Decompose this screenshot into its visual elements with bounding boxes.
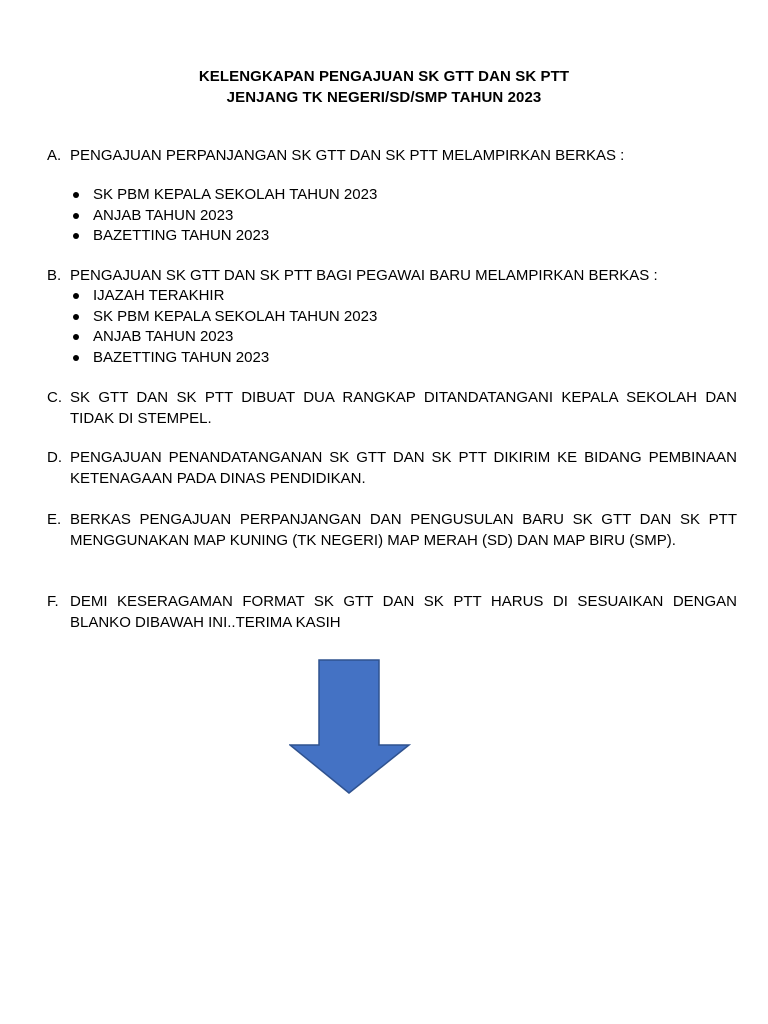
document-title (0, 66, 768, 108)
list-item (47, 307, 737, 328)
down-arrow-icon (289, 659, 411, 795)
arrow-shape (290, 660, 409, 793)
bullet-icon (73, 314, 79, 320)
section-f (47, 591, 737, 633)
list-item (47, 226, 737, 247)
list-item-text: SK PBM KEPALA SEKOLAH TAHUN 2023 (93, 307, 378, 325)
list-item-text: IJAZAH TERAKHIR (93, 287, 225, 304)
list-item-text: ANJAB TAHUN 2023 (93, 328, 234, 345)
bullet-icon (73, 334, 79, 340)
section-letter: E. (47, 511, 62, 528)
list-item (47, 348, 737, 369)
list-item (47, 206, 737, 227)
section-d (47, 447, 737, 489)
list-item (47, 286, 737, 307)
section-text: PENGAJUAN SK GTT DAN SK PTT BAGI PEGAWAI BARU MELAMPIRKAN BERKAS : (70, 267, 658, 284)
list-item (47, 185, 737, 206)
section-text: DEMI KESERAGAMAN FORMAT SK GTT DAN SK PTT HARUS DI SESUAIKAN DENGAN BLANKO DIBAWAH INI..TERIMA KASIH (70, 593, 737, 631)
list-item-text: SK PBM KEPALA SEKOLAH TAHUN 2023 (93, 186, 378, 203)
bullet-list (47, 286, 737, 368)
bullet-list (47, 185, 737, 247)
bullet-icon (73, 192, 79, 198)
section-letter: A. (47, 147, 62, 164)
title-line-2: JENJANG TK NEGERI/SD/SMP TAHUN 2023 (226, 89, 542, 106)
bullet-icon (73, 213, 79, 219)
section-letter: F. (47, 593, 59, 610)
section-text: SK GTT DAN SK PTT DIBUAT DUA RANGKAP DITANDATANGANI KEPALA SEKOLAH DAN TIDAK DI STEMPEL. (70, 389, 737, 427)
list-item-text: BAZETTING TAHUN 2023 (93, 227, 270, 244)
section-letter: B. (47, 267, 62, 284)
section-text: BERKAS PENGAJUAN PERPANJANGAN DAN PENGUSULAN BARU SK GTT DAN SK PTT MENGGUNAKAN MAP KUNING (TK NEGERI) MAP MERAH (SD) DAN MAP BIRU (SMP). (70, 511, 737, 549)
section-a (47, 145, 737, 247)
list-item-text: ANJAB TAHUN 2023 (93, 206, 234, 224)
section-c (47, 387, 737, 429)
section-text: PENGAJUAN PERPANJANGAN SK GTT DAN SK PTT MELAMPIRKAN BERKAS : (70, 147, 625, 164)
title-line-1: KELENGKAPAN PENGAJUAN SK GTT DAN SK PTT (198, 68, 570, 85)
bullet-icon (73, 355, 79, 361)
section-letter: D. (47, 449, 62, 466)
list-item (47, 327, 737, 348)
section-e (47, 509, 737, 551)
section-text: PENGAJUAN PENANDATANGANAN SK GTT DAN SK PTT DIKIRIM KE BIDANG PEMBINAAN KETENAGAAN PADA DINAS PENDIDIKAN. (70, 449, 737, 487)
section-b (47, 265, 737, 368)
bullet-icon (73, 293, 79, 299)
list-item-text: BAZETTING TAHUN 2023 (93, 348, 270, 366)
bullet-icon (73, 233, 79, 239)
section-letter: C. (47, 389, 62, 406)
